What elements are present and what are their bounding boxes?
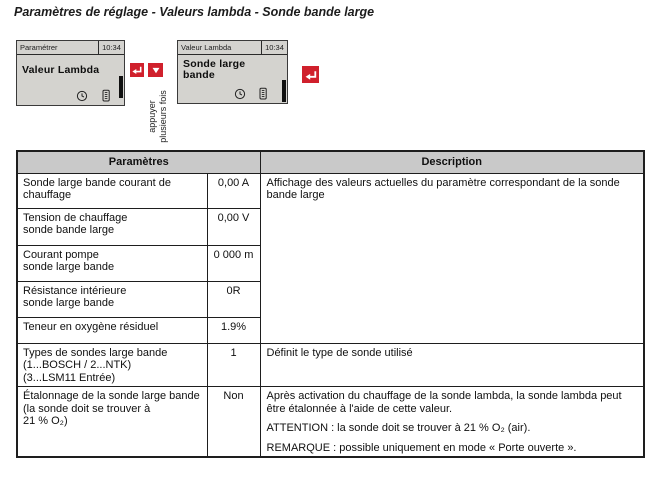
screen-time: 10:34	[261, 41, 287, 54]
screen-body-line: bande	[183, 69, 215, 81]
enter-arrow-icon	[304, 68, 318, 82]
clock-icon	[234, 88, 246, 100]
down-button	[148, 63, 163, 77]
enter-arrow-icon	[131, 64, 143, 76]
parameters-table	[16, 150, 645, 458]
param-line: 21 % O₂)	[23, 415, 68, 427]
scrollbar-bar	[119, 76, 123, 98]
battery-icon	[101, 89, 111, 102]
clock-icon	[76, 90, 88, 102]
device-screen-sonde-large-bande	[177, 40, 288, 104]
param-line: chauffage	[23, 189, 72, 201]
screen-menu-label: Paramétrer	[20, 43, 58, 52]
param-line: (3...LSM11 Entrée)	[23, 371, 116, 384]
param-line: (la sonde doit se trouver à	[23, 402, 151, 415]
description-paragraph: REMARQUE : possible uniquement en mode « Porte ouverte ».	[266, 441, 577, 454]
value-cell: 1.9%	[207, 317, 260, 343]
battery-icon	[258, 87, 268, 100]
value-cell: 0R	[207, 281, 260, 317]
param-line: Étalonnage de la sonde large bande	[23, 390, 200, 402]
param-cell	[17, 317, 207, 343]
down-arrow-icon	[150, 64, 162, 76]
param-line: Sonde large bande courant de	[23, 176, 172, 189]
screen-status-icons	[178, 87, 287, 101]
param-cell	[17, 343, 207, 387]
screen-header	[178, 41, 287, 55]
description-paragraph: Après activation du chauffage de la sonde lambda, la sonde lambda peut être étalonnée à l'aide de cette valeur.	[266, 390, 622, 415]
param-cell	[17, 387, 207, 458]
value-cell: 0,00 A	[207, 173, 260, 208]
table-row	[17, 343, 644, 387]
param-line: Résistance intérieure	[23, 284, 127, 297]
param-cell	[17, 245, 207, 281]
param-line: sonde bande large	[23, 224, 115, 236]
value-cell: 0,00 V	[207, 208, 260, 245]
param-cell	[17, 208, 207, 245]
param-line: Teneur en oxygène résiduel	[23, 320, 159, 333]
table-header-row	[17, 151, 644, 173]
table-row	[17, 173, 644, 208]
screen-header	[17, 41, 124, 55]
table-header-description: Description	[260, 151, 644, 173]
press-several-times-note	[147, 85, 173, 148]
description-cell	[260, 387, 644, 458]
table-row	[17, 387, 644, 458]
press-note-line: plusieurs fois	[158, 90, 168, 143]
table-header-parameters: Paramètres	[17, 151, 260, 173]
enter-button	[130, 63, 144, 77]
param-cell	[17, 281, 207, 317]
screen-body-text	[17, 55, 124, 76]
screen-body-line: Sonde large	[183, 58, 246, 70]
screen-body-text	[178, 55, 287, 81]
param-line: Courant pompe	[23, 248, 99, 261]
description-cell: Affichage des valeurs actuelles du paramètre correspondant de la sonde bande large	[260, 173, 644, 343]
value-cell: Non	[207, 387, 260, 458]
param-line: Tension de chauffage	[23, 211, 128, 224]
device-screen-parametrer	[16, 40, 125, 106]
param-cell	[17, 173, 207, 208]
screen-body-line: Valeur Lambda	[22, 64, 100, 76]
value-cell: 1	[207, 343, 260, 387]
screen-menu-label: Valeur Lambda	[181, 43, 232, 52]
value-cell: 0 000 m	[207, 245, 260, 281]
description-paragraph: ATTENTION : la sonde doit se trouver à 21 % O₂ (air).	[266, 422, 531, 434]
press-note-line: appuyer	[147, 100, 157, 133]
scrollbar-bar	[282, 80, 286, 102]
enter-button	[302, 66, 319, 83]
param-line: Types de sondes large bande	[23, 346, 168, 359]
description-cell: Définit le type de sonde utilisé	[260, 343, 644, 387]
param-line: (1...BOSCH / 2...NTK)	[23, 359, 132, 371]
screen-time: 10:34	[98, 41, 124, 54]
screen-status-icons	[17, 89, 124, 103]
param-line: sonde large bande	[23, 297, 115, 309]
page-title: Paramètres de réglage - Valeurs lambda - Sonde bande large	[14, 5, 375, 19]
param-line: sonde large bande	[23, 261, 115, 273]
